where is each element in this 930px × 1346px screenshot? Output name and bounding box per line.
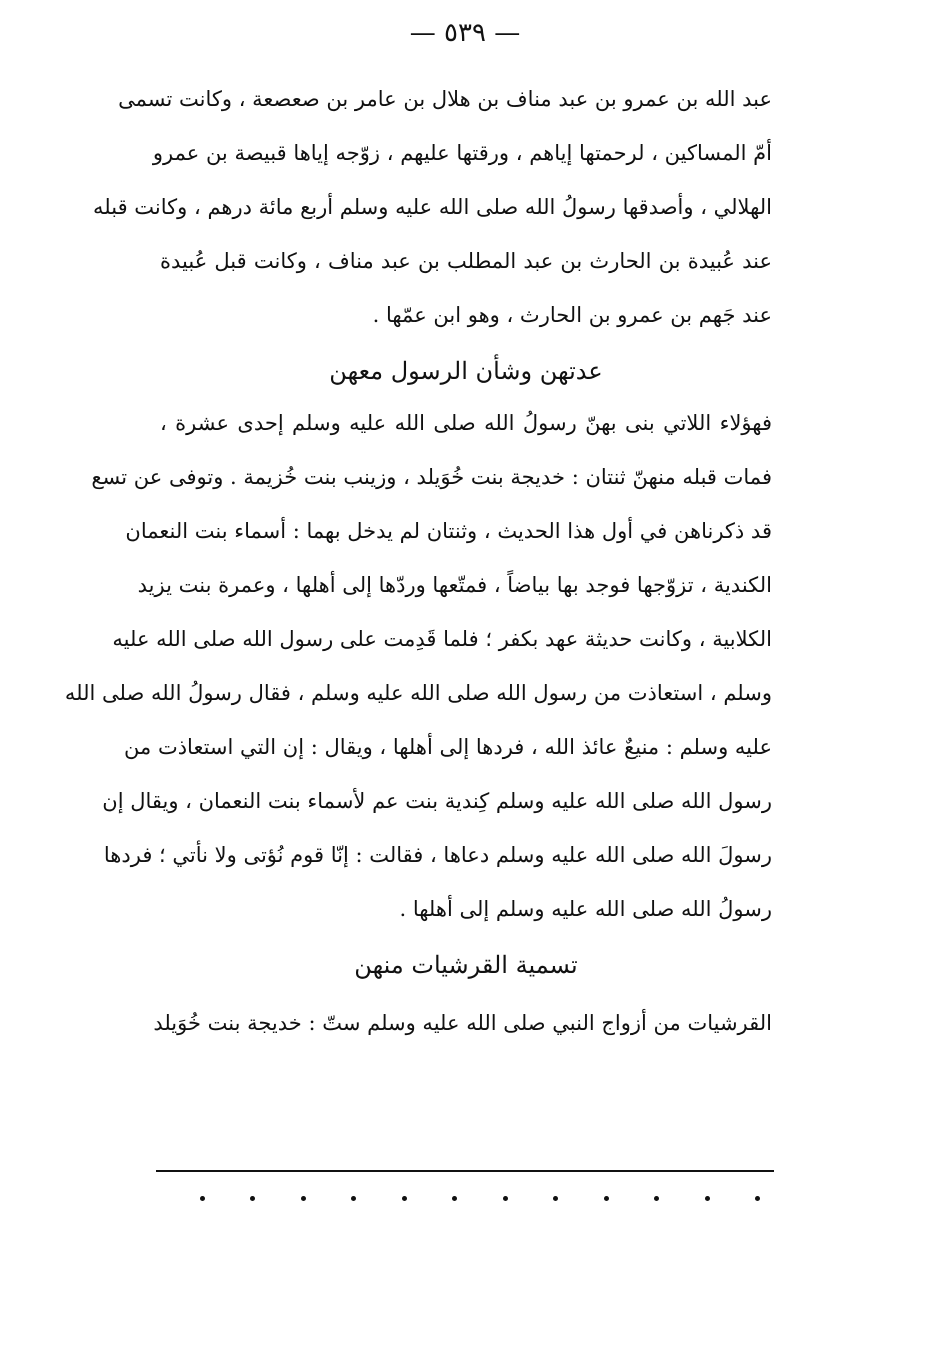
separator-dot xyxy=(503,1196,508,1201)
text-line: فمات قبله منهنّ ثنتان : خديجة بنت خُوَيلد ، وزينب بنت خُزيمة . وتوفى عن تسع xyxy=(91,465,772,489)
separator-dot xyxy=(553,1196,558,1201)
text-line: عبد الله بن عمرو بن عبد مناف بن هلال بن عامر بن صعصعة ، وكانت تسمى xyxy=(118,87,772,111)
text-line: أمّ المساكين ، لرحمتها إياهم ، ورقتها عليهم ، زوّجه إياها قبيصة بن عمرو xyxy=(152,141,772,165)
separator-dot xyxy=(402,1196,407,1201)
text-line: الهلالي ، وأصدقها رسولُ الله صلى الله عليه وسلم أربع مائة درهم ، وكانت قبله xyxy=(93,195,772,219)
text-line: عند عُبيدة بن الحارث بن عبد المطلب بن عبد مناف ، وكانت قبل عُبيدة xyxy=(160,249,772,273)
text-line: عند جَهم بن عمرو بن الحارث ، وهو ابن عمّها . xyxy=(372,303,772,327)
paragraph-qurashi-wives xyxy=(153,1010,772,1036)
footnote-divider xyxy=(156,1170,774,1172)
page-number: — ٥٣٩ — xyxy=(409,18,521,48)
text-line: قد ذكرناهن في أول هذا الحديث ، وثنتان لم يدخل بهما : أسماء بنت النعمان xyxy=(125,519,772,543)
text-line: وسلم ، استعاذت من رسول الله صلى الله عليه وسلم ، فقال رسولُ الله صلى الله xyxy=(64,681,772,705)
text-line: القرشيات من أزواج النبي صلى الله عليه وسلم ستّ : خديجة بنت خُوَيلد xyxy=(153,1011,772,1035)
text-line: الكلابية ، وكانت حديثة عهد بكفر ؛ فلما قَدِمت على رسول الله صلى الله عليه xyxy=(112,627,772,651)
text-line: رسولُ الله صلى الله عليه وسلم إلى أهلها . xyxy=(399,897,772,921)
text-line: الكندية ، تزوّجها فوجد بها بياضاً ، فمتّعها وردّها إلى أهلها ، وعمرة بنت يزيد xyxy=(137,573,772,597)
text-line: رسول الله صلى الله عليه وسلم كِندية بنت عم لأسماء بنت النعمان ، ويقال إن xyxy=(102,789,772,813)
separator-dot xyxy=(351,1196,356,1201)
paragraph-count-of-wives xyxy=(64,410,772,922)
paragraph-zaynab-bint-khuzayma xyxy=(93,86,772,328)
text-line: عليه وسلم : منيعٌ عائذ الله ، فردها إلى أهلها ، ويقال : إن التي استعاذت من xyxy=(124,735,772,759)
separator-dot xyxy=(654,1196,659,1201)
text-line: فهؤلاء اللاتي بنى بهنّ رسولُ الله صلى الله عليه وسلم إحدى عشرة ، xyxy=(160,411,772,435)
section-heading: عدتهن وشأن الرسول معهن xyxy=(329,357,603,385)
separator-dot xyxy=(200,1196,205,1201)
page-body xyxy=(64,86,772,1064)
separator-dot xyxy=(604,1196,609,1201)
separator-dot xyxy=(250,1196,255,1201)
dotted-separator xyxy=(200,1196,760,1201)
separator-dot xyxy=(755,1196,760,1201)
section-heading: تسمية القرشيات منهن xyxy=(354,951,578,979)
separator-dot xyxy=(452,1196,457,1201)
text-line: رسولَ الله صلى الله عليه وسلم دعاها ، فقالت : إنّا قوم نُؤتى ولا نأتي ؛ فردها xyxy=(103,843,772,867)
separator-dot xyxy=(705,1196,710,1201)
separator-dot xyxy=(301,1196,306,1201)
